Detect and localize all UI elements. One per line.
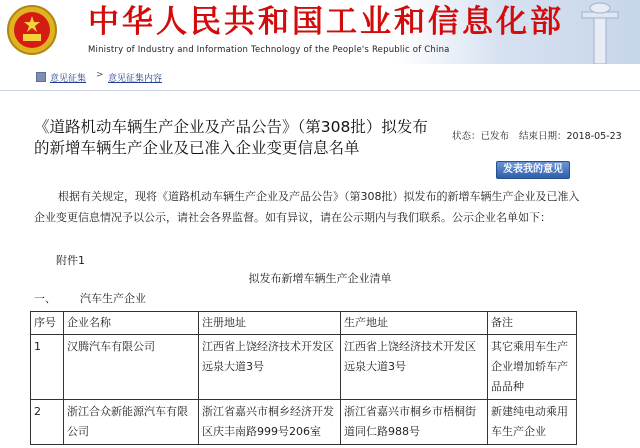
body-paragraph-continued: 企业变更信息情况予以公示，请社会各界监督。如有异议，请在公示期内与我们联系。公示企业名单如下： [34, 211, 551, 224]
ministry-name-english: Ministry of Industry and Information Technology of the People's Republic of China [88, 45, 450, 55]
header-cell: 备注 [488, 312, 577, 335]
table-cell: 2 [31, 400, 64, 445]
list-heading: 拟发布新增车辆生产企业清单 [248, 272, 392, 285]
notice-meta [452, 128, 622, 142]
section-title: 汽车生产企业 [80, 292, 146, 305]
breadcrumb-separator: > [96, 70, 104, 80]
table-row [31, 400, 577, 445]
status-text: 状态：已发布 [452, 131, 510, 142]
page-title: 《道路机动车辆生产企业及产品公告》（第308批）拟发布的新增车辆生产企业及已准入企业变更信息名单 [34, 118, 428, 157]
table-cell: 浙江合众新能源汽车有限公司 [64, 400, 199, 445]
table-header-row [31, 312, 577, 335]
ministry-name-chinese: 中华人民共和国工业和信息化部 [88, 4, 564, 40]
header-cell: 企业名称 [64, 312, 199, 335]
national-emblem-icon [6, 4, 58, 56]
table-cell: 汉腾汽车有限公司 [64, 335, 199, 400]
breadcrumb-link-solicitation[interactable]: 意见征集 [50, 74, 87, 84]
breadcrumb [0, 71, 640, 87]
header-cell: 注册地址 [199, 312, 341, 335]
body-paragraph: 根据有关规定，现将《道路机动车辆生产企业及产品公告》（第308批）拟发布的新增车辆生产企业及已准入 [58, 190, 580, 203]
table-cell: 1 [31, 335, 64, 400]
attachment-label: 附件1 [56, 254, 85, 267]
enterprise-table [30, 311, 577, 445]
end-date-text: 结束日期：2018-05-23 [519, 131, 622, 142]
post-comment-button[interactable]: 发表我的意见 [496, 161, 570, 179]
table-cell: 江西省上饶经济技术开发区远泉大道3号 [341, 335, 488, 400]
table-row [31, 335, 577, 400]
home-icon[interactable] [36, 72, 46, 82]
site-header-banner [0, 0, 640, 64]
table-cell: 浙江省嘉兴市桐乡市梧桐街道同仁路988号 [341, 400, 488, 445]
huabiao-pillar-icon [548, 0, 638, 64]
breadcrumb-link-content[interactable]: 意见征集内容 [108, 74, 163, 84]
section-heading [34, 290, 146, 306]
table-cell: 新建纯电动乘用车生产企业 [488, 400, 577, 445]
divider [0, 90, 640, 91]
header-cell: 序号 [31, 312, 64, 335]
table-cell: 其它乘用车生产企业增加轿车产品品种 [488, 335, 577, 400]
header-cell: 生产地址 [341, 312, 488, 335]
table-cell: 江西省上饶经济技术开发区远泉大道3号 [199, 335, 341, 400]
table-cell: 浙江省嘉兴市桐乡经济开发区庆丰南路999号206室 [199, 400, 341, 445]
section-number: 一、 [34, 292, 56, 305]
